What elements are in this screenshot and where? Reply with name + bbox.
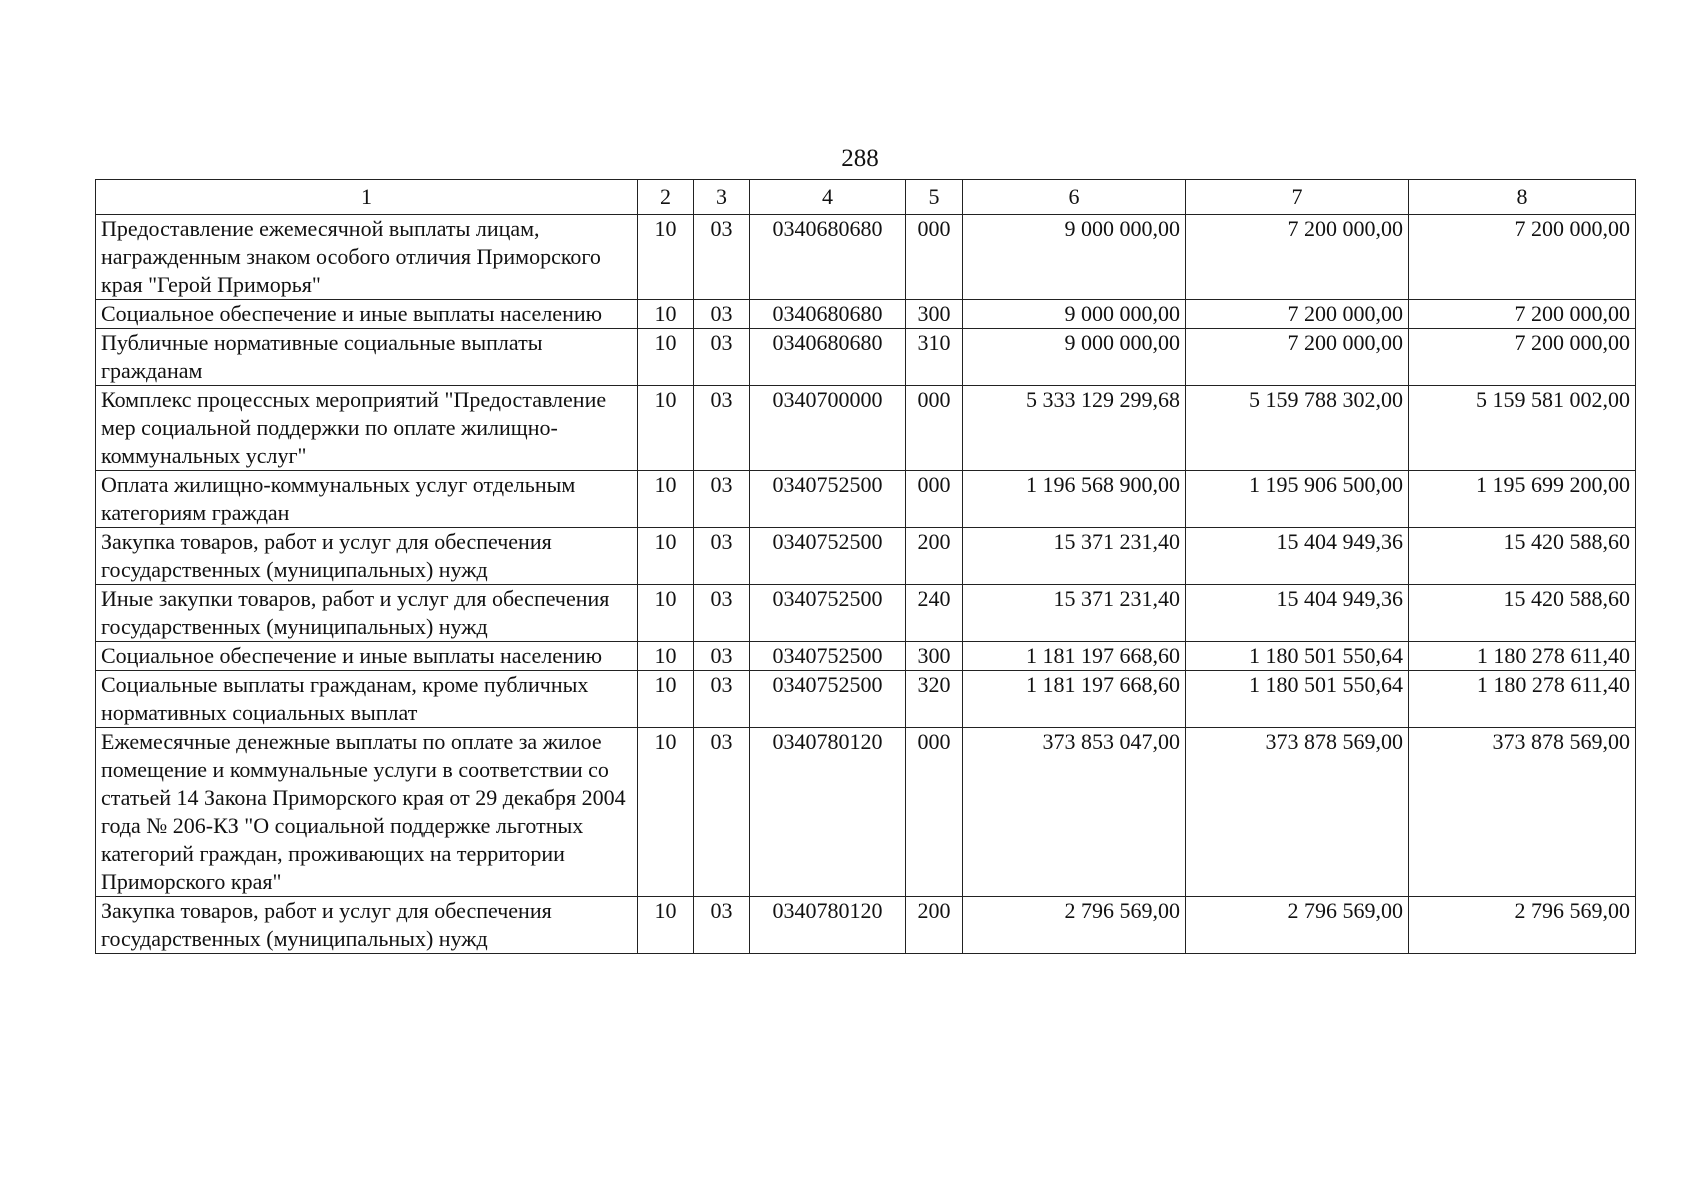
amount-col-8: 7 200 000,00: [1409, 300, 1636, 329]
section-code: 10: [638, 471, 694, 528]
expense-type-code: 310: [906, 329, 963, 386]
amount-col-6: 1 196 568 900,00: [963, 471, 1186, 528]
section-code: 10: [638, 671, 694, 728]
col-header-5: 5: [906, 180, 963, 215]
amount-col-8: 1 195 699 200,00: [1409, 471, 1636, 528]
col-header-1: 1: [96, 180, 638, 215]
table-row: [96, 728, 1636, 897]
col-header-3: 3: [694, 180, 750, 215]
section-code: 10: [638, 897, 694, 954]
subsection-code: 03: [694, 528, 750, 585]
expense-type-code: 300: [906, 642, 963, 671]
header-row: [96, 180, 1636, 215]
amount-col-8: 1 180 278 611,40: [1409, 642, 1636, 671]
budget-table: [95, 179, 1636, 954]
section-code: 10: [638, 585, 694, 642]
target-article-code: 0340680680: [750, 215, 906, 300]
col-header-2: 2: [638, 180, 694, 215]
target-article-code: 0340780120: [750, 728, 906, 897]
expense-type-code: 000: [906, 215, 963, 300]
amount-col-7: 1 180 501 550,64: [1186, 671, 1409, 728]
col-header-4: 4: [750, 180, 906, 215]
subsection-code: 03: [694, 728, 750, 897]
subsection-code: 03: [694, 215, 750, 300]
target-article-code: 0340700000: [750, 386, 906, 471]
amount-col-6: 2 796 569,00: [963, 897, 1186, 954]
table-row: [96, 215, 1636, 300]
target-article-code: 0340752500: [750, 528, 906, 585]
amount-col-6: 373 853 047,00: [963, 728, 1186, 897]
amount-col-8: 2 796 569,00: [1409, 897, 1636, 954]
expense-type-code: 000: [906, 386, 963, 471]
expense-type-code: 300: [906, 300, 963, 329]
row-name: Предоставление ежемесячной выплаты лицам, награжденным знаком особого отличия Приморского края "Герой Приморья": [96, 215, 638, 300]
target-article-code: 0340752500: [750, 671, 906, 728]
amount-col-7: 5 159 788 302,00: [1186, 386, 1409, 471]
subsection-code: 03: [694, 897, 750, 954]
row-name: Оплата жилищно-коммунальных услуг отдельным категориям граждан: [96, 471, 638, 528]
table-row: [96, 329, 1636, 386]
expense-type-code: 320: [906, 671, 963, 728]
row-name: Социальное обеспечение и иные выплаты населению: [96, 642, 638, 671]
target-article-code: 0340780120: [750, 897, 906, 954]
subsection-code: 03: [694, 585, 750, 642]
subsection-code: 03: [694, 642, 750, 671]
table-row: [96, 386, 1636, 471]
table-row: [96, 300, 1636, 329]
col-header-8: 8: [1409, 180, 1636, 215]
subsection-code: 03: [694, 471, 750, 528]
section-code: 10: [638, 728, 694, 897]
row-name: Иные закупки товаров, работ и услуг для обеспечения государственных (муниципальных) нужд: [96, 585, 638, 642]
amount-col-8: 15 420 588,60: [1409, 528, 1636, 585]
amount-col-7: 7 200 000,00: [1186, 329, 1409, 386]
expense-type-code: 000: [906, 471, 963, 528]
amount-col-6: 15 371 231,40: [963, 585, 1186, 642]
amount-col-6: 9 000 000,00: [963, 329, 1186, 386]
amount-col-8: 15 420 588,60: [1409, 585, 1636, 642]
amount-col-8: 373 878 569,00: [1409, 728, 1636, 897]
expense-type-code: 200: [906, 897, 963, 954]
section-code: 10: [638, 300, 694, 329]
amount-col-8: 5 159 581 002,00: [1409, 386, 1636, 471]
expense-type-code: 240: [906, 585, 963, 642]
amount-col-8: 7 200 000,00: [1409, 329, 1636, 386]
target-article-code: 0340752500: [750, 471, 906, 528]
target-article-code: 0340752500: [750, 585, 906, 642]
amount-col-8: 7 200 000,00: [1409, 215, 1636, 300]
table-row: [96, 671, 1636, 728]
row-name: Ежемесячные денежные выплаты по оплате за жилое помещение и коммунальные услуги в соответствии со статьей 14 Закона Приморского края от 29 декабря 2004 года № 206-КЗ "О социальной поддержке льготных категорий граждан, проживающих на территории Приморского края": [96, 728, 638, 897]
col-header-6: 6: [963, 180, 1186, 215]
row-name: Закупка товаров, работ и услуг для обеспечения государственных (муниципальных) нужд: [96, 897, 638, 954]
amount-col-6: 1 181 197 668,60: [963, 642, 1186, 671]
amount-col-7: 373 878 569,00: [1186, 728, 1409, 897]
target-article-code: 0340680680: [750, 329, 906, 386]
section-code: 10: [638, 642, 694, 671]
row-name: Закупка товаров, работ и услуг для обеспечения государственных (муниципальных) нужд: [96, 528, 638, 585]
col-header-7: 7: [1186, 180, 1409, 215]
amount-col-7: 7 200 000,00: [1186, 300, 1409, 329]
amount-col-6: 5 333 129 299,68: [963, 386, 1186, 471]
row-name: Комплекс процессных мероприятий "Предоставление мер социальной поддержки по оплате жилищно-коммунальных услуг": [96, 386, 638, 471]
target-article-code: 0340680680: [750, 300, 906, 329]
section-code: 10: [638, 329, 694, 386]
amount-col-8: 1 180 278 611,40: [1409, 671, 1636, 728]
row-name: Социальные выплаты гражданам, кроме публичных нормативных социальных выплат: [96, 671, 638, 728]
section-code: 10: [638, 215, 694, 300]
amount-col-7: 1 195 906 500,00: [1186, 471, 1409, 528]
subsection-code: 03: [694, 671, 750, 728]
row-name: Публичные нормативные социальные выплаты гражданам: [96, 329, 638, 386]
amount-col-7: 7 200 000,00: [1186, 215, 1409, 300]
section-code: 10: [638, 386, 694, 471]
subsection-code: 03: [694, 386, 750, 471]
amount-col-7: 15 404 949,36: [1186, 528, 1409, 585]
subsection-code: 03: [694, 300, 750, 329]
amount-col-7: 2 796 569,00: [1186, 897, 1409, 954]
amount-col-7: 1 180 501 550,64: [1186, 642, 1409, 671]
subsection-code: 03: [694, 329, 750, 386]
table-row: [96, 471, 1636, 528]
target-article-code: 0340752500: [750, 642, 906, 671]
table-row: [96, 642, 1636, 671]
expense-type-code: 200: [906, 528, 963, 585]
amount-col-6: 9 000 000,00: [963, 215, 1186, 300]
row-name: Социальное обеспечение и иные выплаты населению: [96, 300, 638, 329]
table-row: [96, 528, 1636, 585]
amount-col-6: 1 181 197 668,60: [963, 671, 1186, 728]
amount-col-6: 15 371 231,40: [963, 528, 1186, 585]
amount-col-7: 15 404 949,36: [1186, 585, 1409, 642]
table-row: [96, 585, 1636, 642]
page-number: 288: [841, 145, 879, 172]
expense-type-code: 000: [906, 728, 963, 897]
amount-col-6: 9 000 000,00: [963, 300, 1186, 329]
section-code: 10: [638, 528, 694, 585]
table-row: [96, 897, 1636, 954]
